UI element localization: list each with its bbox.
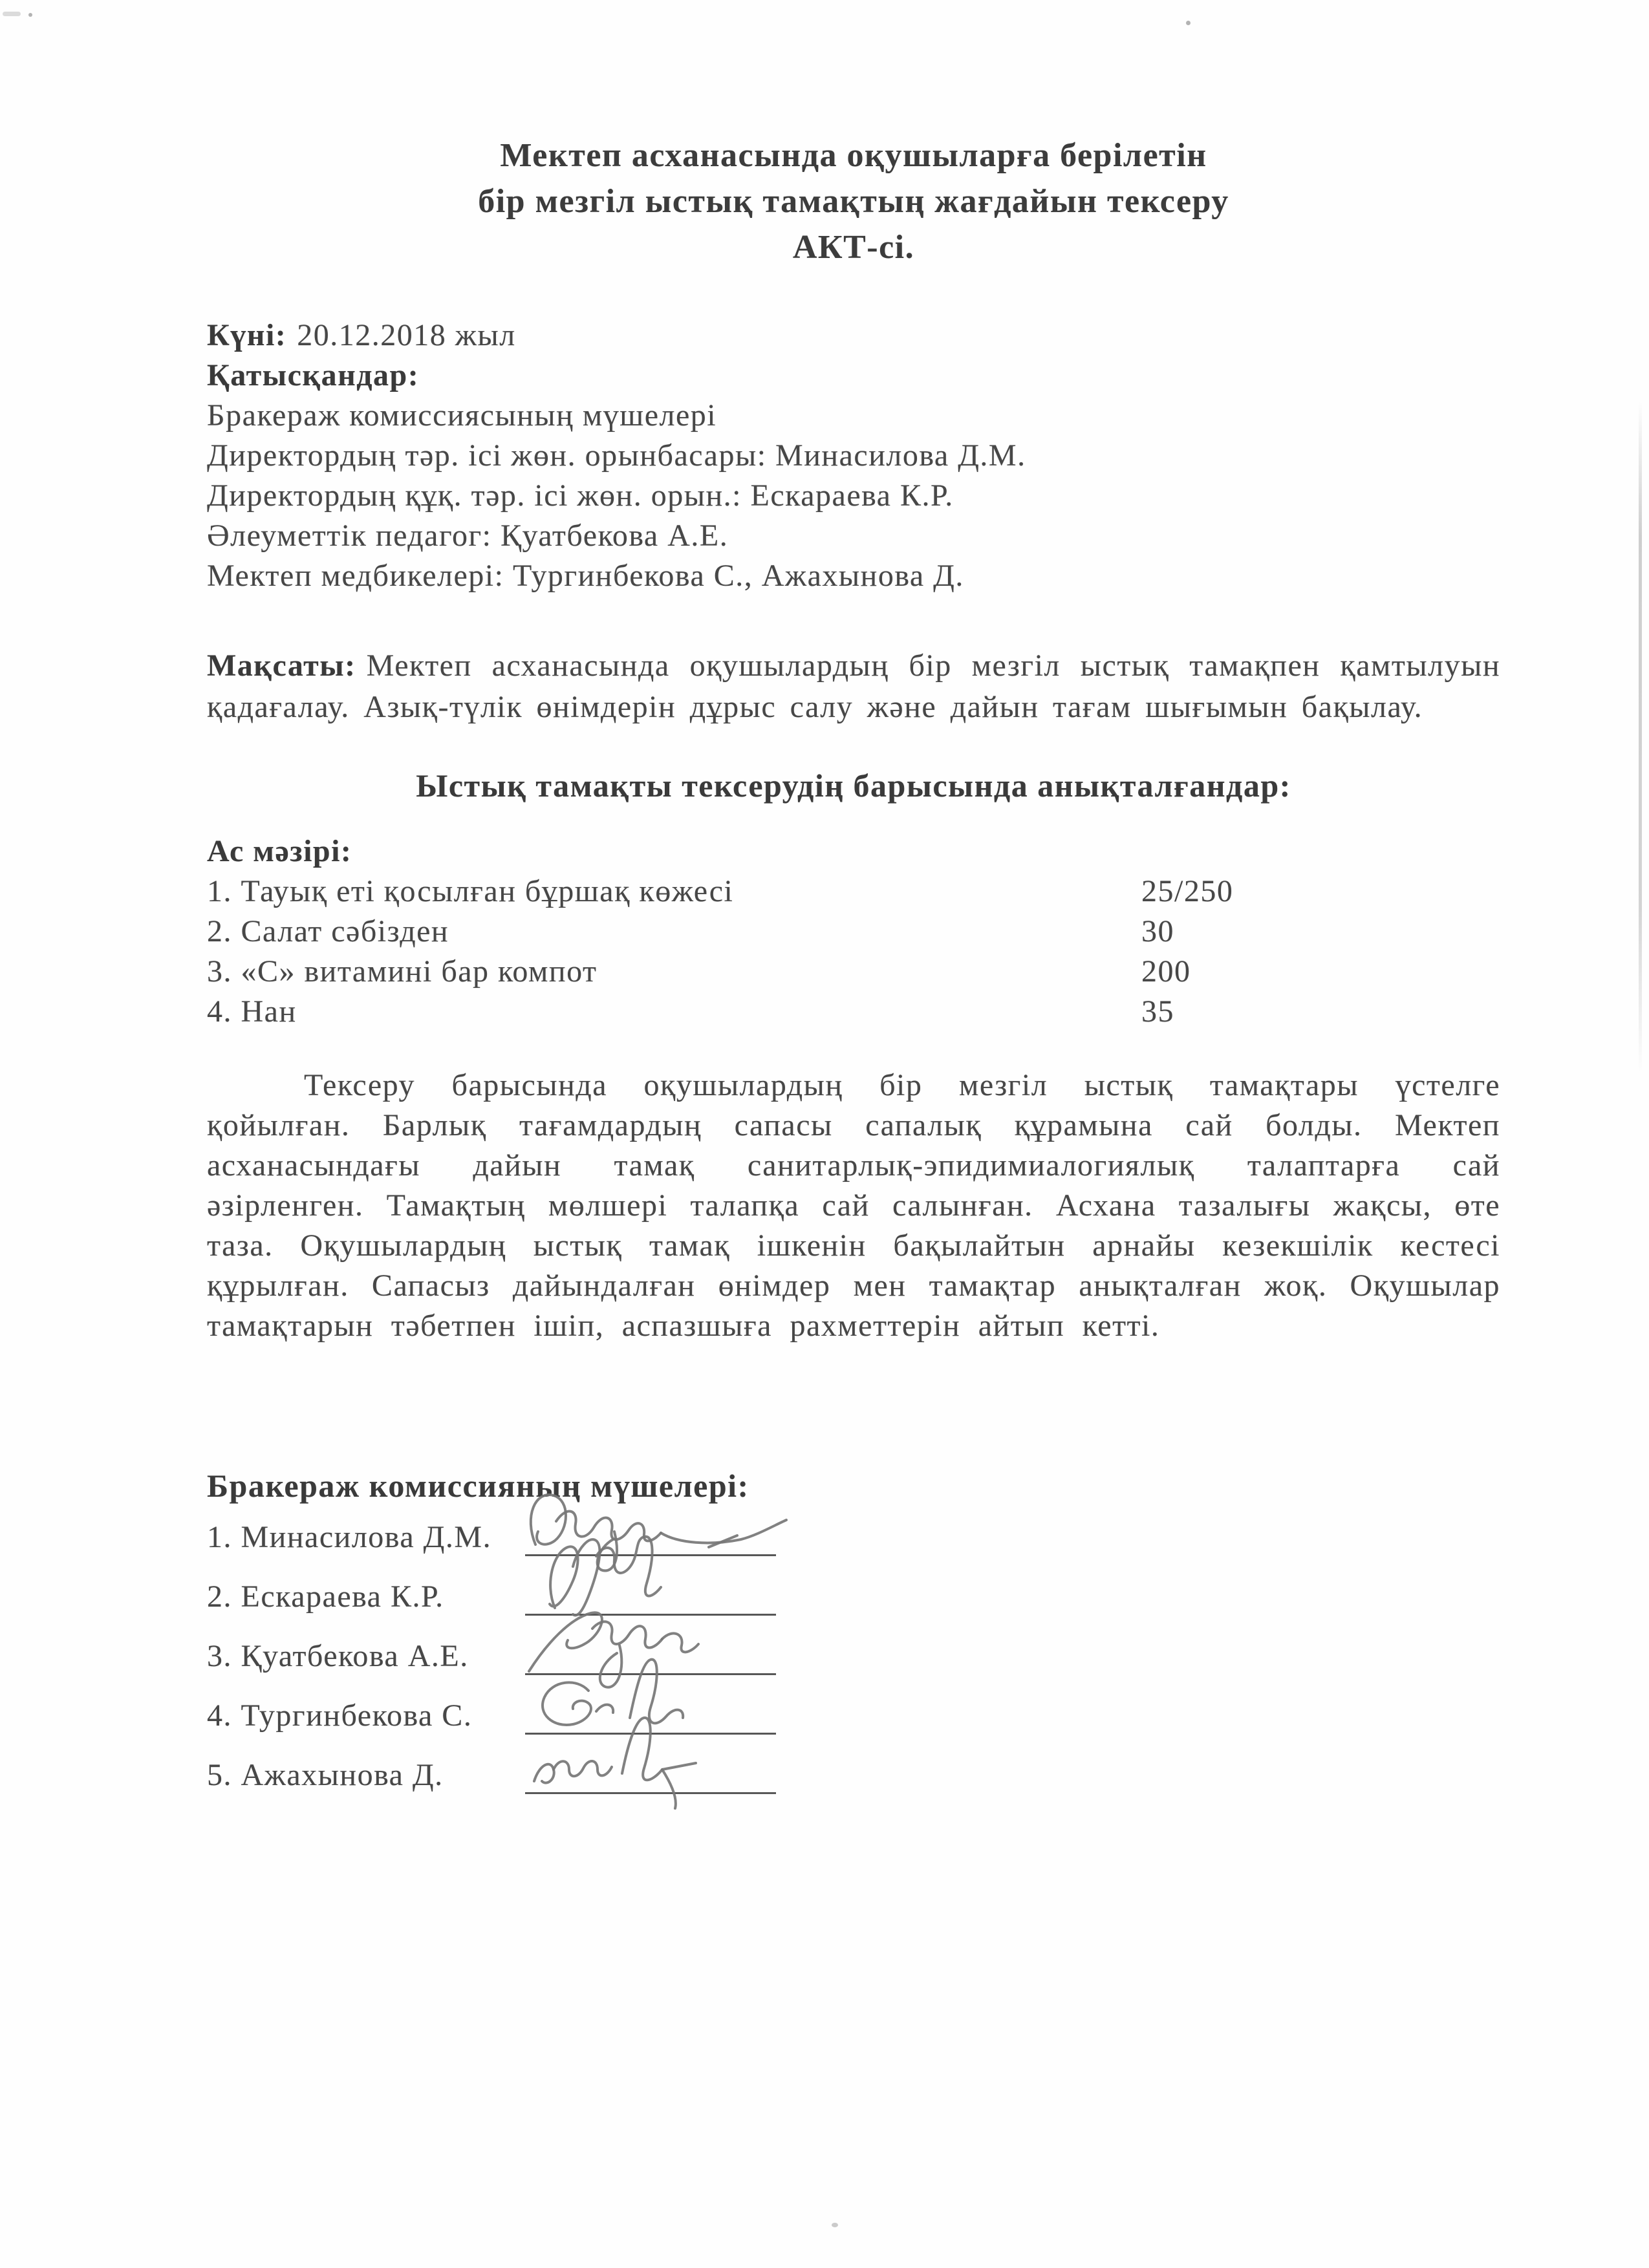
scan-speck (832, 2223, 838, 2227)
participant-item: Директордың құқ. тәр. ісі жөн. орын.: Ескараева К.Р. (207, 478, 954, 513)
signatory-name: 2. Ескараева К.Р. (207, 1579, 444, 1614)
purpose-paragraph (207, 645, 1500, 728)
title-line-1: Мектеп асханасында оқушыларға берілетін (500, 137, 1207, 174)
participants-label: Қатысқандар: (207, 358, 420, 392)
menu-item-portion: 25/250 (1141, 874, 1234, 908)
title-line-3: АКТ-сі. (792, 229, 915, 266)
purpose-label: Мақсаты: (207, 648, 356, 683)
participant-item: Мектеп медбикелері: Тургинбекова С., Ажахынова Д. (207, 559, 964, 593)
signatory-row (207, 1634, 1500, 1675)
menu-section (207, 831, 1500, 1032)
signature-scribble-5 (516, 1700, 794, 1813)
date-line (207, 316, 1500, 356)
participant-item: Әлеуметтік педагог: Қуатбекова А.Е. (207, 519, 729, 553)
findings-paragraph: Тексеру барысында оқушылардың бір мезгіл ыстық тамақтары үстелге қойылған. Барлық тағамдардың сапасы сапалық құрамына сай болды. Мектеп асханасындағы дайын тамақ санитарлық-эпидимиалогиялық талаптарға сай әзірленген. Тамақтың мөлшері талапқа сай салынған. Асхана тазалығы жақсы, өте таза. Оқушылардың ыстық тамақ ішкенін бақылайтын арнайы кезекшілік кестесі құрылған. Сапасыз дайындалған өнімдер мен тамақтар анықталған жоқ. Оқушылар тамақтарын тәбетпен ішіп, аспазшыға рахметтерін айтып кетті. (207, 1068, 1500, 1343)
document-title (207, 133, 1500, 270)
title-line-2: бір мезгіл ыстық тамақтың жағдайын тексеру (478, 183, 1229, 220)
participant-item: Директордың тәр. ісі жөн. орынбасары: Минасилова Д.М. (207, 438, 1026, 473)
scan-edge-shadow (1639, 401, 1642, 1073)
signatory-name: 3. Қуатбекова А.Е. (207, 1639, 469, 1673)
menu-item-portion: 35 (1141, 994, 1174, 1029)
document-content (207, 0, 1500, 1812)
scan-speck (3, 12, 21, 16)
signatory-row (207, 1753, 1500, 1794)
purpose-text: Мектеп асханасында оқушылардың бір мезгіл ыстық тамақпен қамтылуын қадағалау. Азық-түлік өнімдерін дұрыс салу және дайын тағам шығымын бақылау. (207, 648, 1500, 724)
menu-item (207, 872, 1500, 912)
signature-line (525, 1752, 776, 1794)
menu-item (207, 912, 1500, 952)
menu-item (207, 952, 1500, 992)
signatory-row (207, 1574, 1500, 1616)
signatory-row (207, 1515, 1500, 1556)
participant-item: Бракераж комиссиясының мүшелері (207, 398, 717, 433)
signatories-list (207, 1515, 1500, 1794)
signatory-row (207, 1693, 1500, 1735)
meta-block (207, 316, 1500, 596)
commission-heading: Бракераж комиссияның мүшелері: (207, 1468, 749, 1504)
signatory-name: 1. Минасилова Д.М. (207, 1520, 492, 1554)
menu-label: Ас мәзірі: (207, 834, 352, 868)
findings-heading: Ыстық тамақты тексерудің барысында анықталғандар: (416, 767, 1291, 804)
menu-item (207, 992, 1500, 1032)
signatory-name: 4. Тургинбекова С. (207, 1698, 473, 1733)
menu-item-name: 3. «С» витамині бар компот (207, 954, 598, 989)
menu-item-name: 4. Нан (207, 994, 297, 1029)
menu-item-name: 1. Тауық еті қосылған бұршақ көжесі (207, 874, 734, 908)
menu-item-name: 2. Салат сәбізден (207, 914, 449, 948)
date-label: Күні: (207, 318, 287, 352)
date-value: 20.12.2018 жыл (297, 318, 516, 352)
scan-speck (28, 13, 32, 17)
menu-item-portion: 30 (1141, 914, 1174, 948)
menu-item-portion: 200 (1141, 954, 1191, 989)
signatory-name: 5. Ажахынова Д. (207, 1758, 444, 1792)
